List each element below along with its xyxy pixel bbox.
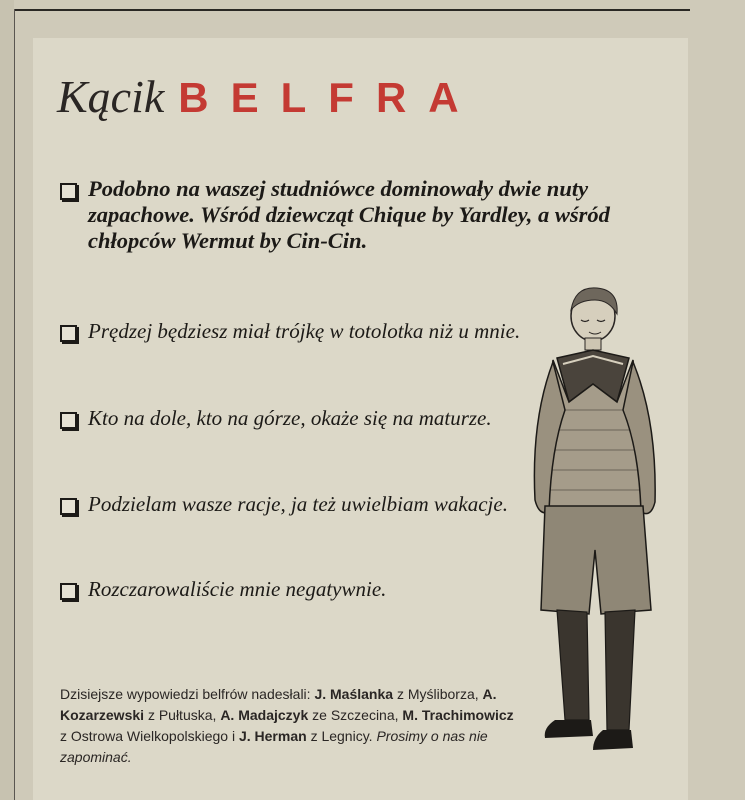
column-rule [14, 9, 15, 800]
credit-name: A. Madajczyk [220, 707, 309, 723]
checkbox-icon [60, 325, 77, 342]
credit-joiner: i [231, 728, 236, 744]
checkbox-icon [60, 583, 77, 600]
quote-text: Podzielam wasze racje, ja też uwielbiam wakacje. [88, 492, 508, 516]
credit-name: A. Kozarzewski [60, 686, 497, 723]
section-heading [57, 70, 481, 123]
credit-from: z Ostrowa Wielkopolskiego [60, 728, 229, 744]
top-rule [14, 9, 690, 11]
checkbox-icon [60, 183, 77, 200]
credit-from: z Legnicy. [310, 728, 373, 744]
schoolboy-illustration [505, 280, 690, 780]
heading-prefix: Kącik [57, 71, 165, 122]
credits-closing: Prosimy o nas nie zapominać. [60, 728, 488, 765]
credit-name: M. Trachimowicz [402, 707, 514, 723]
credit-from: z Myśliborza, [396, 686, 479, 702]
credits-intro: Dzisiejsze wypowiedzi belfrów nadesłali: [60, 686, 311, 702]
credit-name: J. Maślanka [314, 686, 394, 702]
checkbox-icon [60, 498, 77, 515]
quote-text: Kto na dole, kto na górze, okaże się na maturze. [88, 406, 492, 430]
quote-item [60, 318, 558, 344]
quote-text: Rozczarowaliście mnie negatywnie. [88, 577, 387, 601]
quote-text: Prędzej będziesz miał trójkę w totolotka niż u mnie. [88, 319, 521, 343]
credit-from: z Pułtuska, [147, 707, 217, 723]
credits [60, 684, 520, 768]
quote-item [60, 491, 518, 517]
quote-item [60, 405, 538, 431]
credit-name: J. Herman [238, 728, 307, 744]
quote-text: Podobno na waszej studniówce dominowały dwie nuty zapachowe. Wśród dziewcząt Chique by Yardley, a wśród chłopców Wermut by Cin-Cin. [88, 176, 610, 253]
checkbox-icon [60, 412, 77, 429]
quote-item [60, 576, 508, 602]
heading-title: BELFRA [178, 74, 481, 121]
page-edge [0, 0, 14, 800]
credit-from: ze Szczecina, [312, 707, 399, 723]
quote-item [60, 176, 658, 254]
